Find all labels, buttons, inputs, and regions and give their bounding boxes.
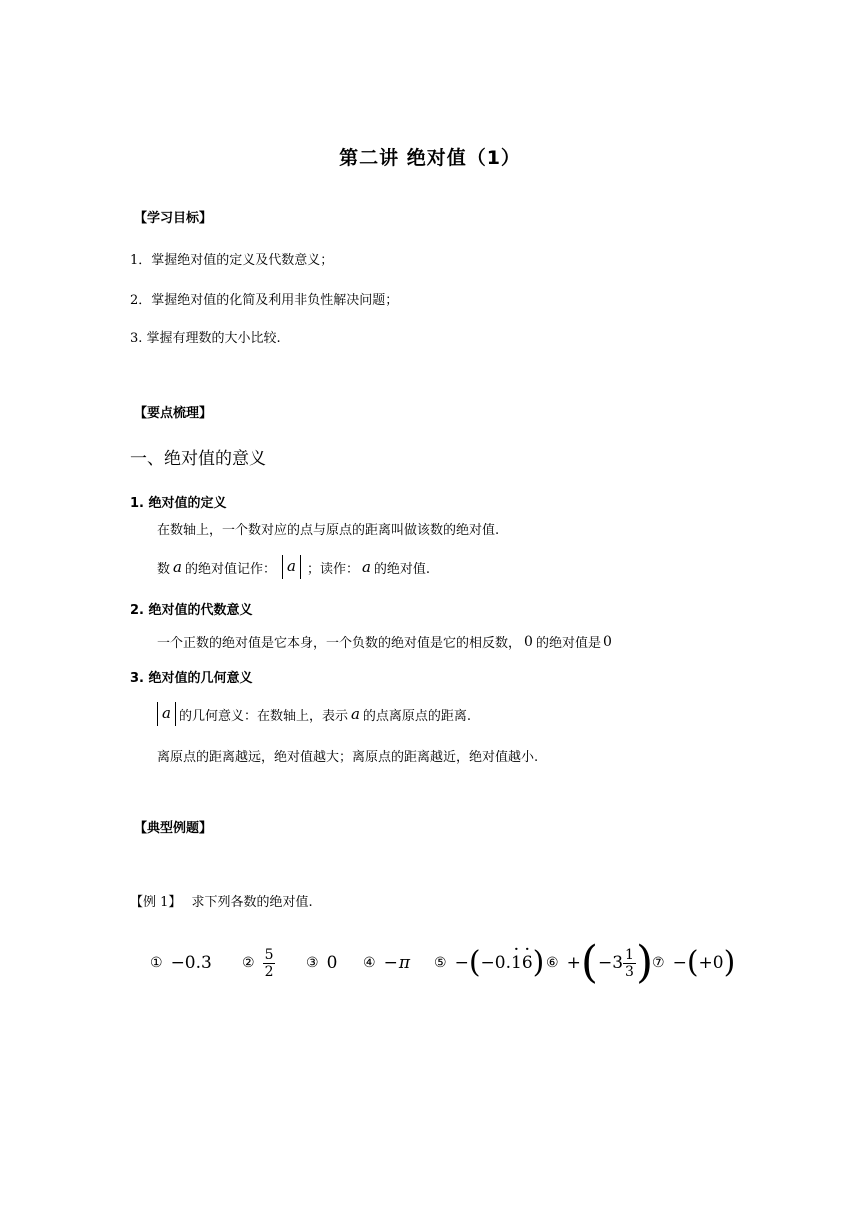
text-fragment: 的点离原点的距离. xyxy=(362,708,472,724)
repeating-digit: 6 · xyxy=(522,953,533,973)
item-number: ④ xyxy=(363,955,376,971)
sign: − xyxy=(383,953,398,973)
goals-header: 【学习目标】 xyxy=(134,211,213,226)
paren-right: ) xyxy=(723,945,736,980)
text-fragment: 的绝对值记作： xyxy=(184,561,276,577)
example-text: 求下列各数的绝对值. xyxy=(191,895,313,910)
text-fragment: 的几何意义：在数轴上，表示 xyxy=(178,708,348,724)
paren-left: ( xyxy=(580,937,598,988)
expression-6 xyxy=(546,937,654,988)
paren-left: ( xyxy=(686,945,699,980)
expression-value: +0 xyxy=(698,953,724,973)
subsection-definition-title: 1. 绝对值的定义 xyxy=(130,496,227,511)
pi-symbol: π xyxy=(398,953,410,973)
section-heading: 一、绝对值的意义 xyxy=(130,449,266,469)
page-title: 第二讲 绝对值（1） xyxy=(339,147,521,169)
zero: 0 xyxy=(602,633,612,650)
definition-text: 在数轴上，一个数对应的点与原点的距离叫做该数的绝对值. xyxy=(157,523,500,538)
expression-4 xyxy=(363,940,410,986)
numerator: 1 xyxy=(625,946,634,963)
expression-1 xyxy=(150,940,212,986)
item-number: ⑥ xyxy=(546,955,559,971)
denominator: 2 xyxy=(264,963,274,980)
sign: + xyxy=(566,953,581,973)
subsection-geometric-title: 3. 绝对值的几何意义 xyxy=(130,671,253,686)
expression-3 xyxy=(306,940,337,986)
variable-a: a xyxy=(361,558,371,576)
expression-value: 0 xyxy=(326,953,338,973)
example-1-expressions xyxy=(150,937,750,988)
abs-value-a xyxy=(282,555,301,579)
geometric-text: 离原点的距离越远，绝对值越大；离原点的距离越近，绝对值越小. xyxy=(157,750,539,765)
examples-header: 【典型例题】 xyxy=(134,821,213,836)
item-number: ② xyxy=(242,955,255,971)
text-fragment: 的绝对值. xyxy=(373,561,431,577)
sign: − xyxy=(454,953,469,973)
repeating-digit: 1 · xyxy=(511,953,522,973)
variable-a: a xyxy=(173,558,182,576)
variable-a: a xyxy=(286,557,296,575)
points-header: 【要点梳理】 xyxy=(134,406,213,421)
goal-item: 2．掌握绝对值的化简及利用非负性解决问题； xyxy=(130,293,399,308)
expression-value: −0. xyxy=(480,953,511,973)
expression-2 xyxy=(242,940,275,986)
item-number: ⑤ xyxy=(434,955,447,971)
algebraic-text xyxy=(157,632,612,651)
variable-a: a xyxy=(162,704,171,722)
example-1-prompt xyxy=(130,891,313,910)
zero: 0 xyxy=(524,633,533,650)
example-label: 【例 1】 xyxy=(130,895,182,910)
paren-left: ( xyxy=(468,945,481,980)
text-fragment: 的绝对值是 xyxy=(535,636,601,651)
text-fragment: ；读作： xyxy=(306,561,359,577)
fraction xyxy=(263,947,276,980)
fraction xyxy=(623,947,636,980)
sign: − xyxy=(672,953,687,973)
item-number: ⑦ xyxy=(652,955,665,971)
expression-5 xyxy=(434,940,544,986)
subsection-algebraic-title: 2. 绝对值的代数意义 xyxy=(130,603,253,618)
paren-right: ) xyxy=(532,945,545,980)
geometric-text xyxy=(157,700,471,728)
text-fragment: 一个正数的绝对值是它本身，一个负数的绝对值是它的相反数， xyxy=(157,636,522,651)
expression-7 xyxy=(652,940,735,986)
paren-right: ) xyxy=(635,937,654,988)
mixed-number-whole: −3 xyxy=(597,953,624,973)
variable-a: a xyxy=(350,705,360,723)
abs-value-a xyxy=(157,702,176,726)
item-number: ① xyxy=(150,955,163,971)
goal-item: 1．掌握绝对值的定义及代数意义； xyxy=(130,253,334,268)
item-number: ③ xyxy=(306,955,319,971)
numerator: 5 xyxy=(264,946,274,963)
goal-item: 3. 掌握有理数的大小比较. xyxy=(130,331,281,346)
text-fragment: 数 xyxy=(157,561,171,577)
denominator: 3 xyxy=(625,963,634,980)
expression-value: −0.3 xyxy=(170,953,212,973)
notation-line xyxy=(157,553,430,581)
